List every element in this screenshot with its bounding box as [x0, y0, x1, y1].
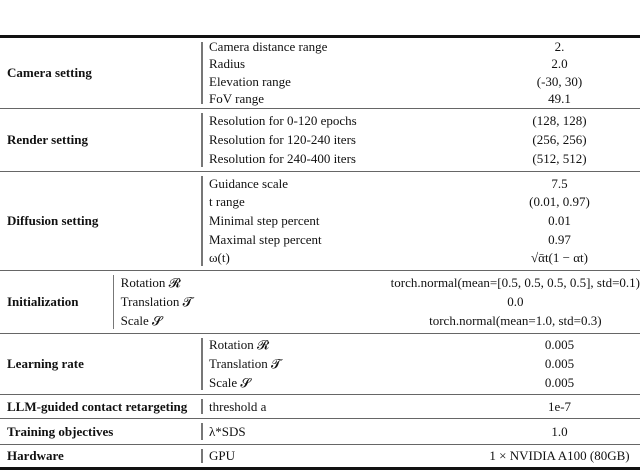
table-group: [0, 333, 640, 394]
parameter-name: t range: [209, 194, 245, 210]
bottom-rule: [0, 467, 640, 470]
parameter-value: (-30, 30): [536, 73, 583, 89]
group-label: Training objectives: [7, 423, 114, 439]
parameter-name: λ*SDS: [209, 423, 246, 439]
group-label: LLM-guided contact retargeting: [7, 398, 188, 414]
parameter-value: √ᾱt(1 − αt): [531, 250, 588, 266]
table-row: [201, 447, 640, 466]
table-row: [201, 112, 640, 131]
table-row: [201, 73, 640, 91]
group-label: Render setting: [7, 132, 89, 147]
table-row: [201, 91, 640, 109]
group-rows: [201, 334, 640, 394]
parameter-name: Resolution for 0-120 epochs: [209, 113, 357, 129]
parameter-name: Radius: [209, 56, 246, 72]
parameter-value: 0.97: [548, 231, 571, 247]
parameter-name: GPU: [209, 448, 236, 463]
parameter-value: 2.0: [551, 56, 568, 72]
table-group: [0, 394, 640, 418]
table-row: [201, 131, 640, 150]
parameter-name: FoV range: [209, 91, 265, 107]
table-row: [201, 193, 640, 212]
table-row: [201, 397, 640, 416]
group-rows: [201, 395, 640, 418]
parameter-name: Rotation 𝓡: [120, 275, 181, 291]
group-label: Initialization: [7, 294, 79, 309]
group-rows: [201, 445, 640, 467]
table-row: [201, 38, 640, 56]
table-row: [113, 311, 640, 330]
table-row: [201, 422, 640, 441]
parameter-name: Minimal step percent: [209, 213, 320, 228]
table-row: [113, 293, 640, 312]
table-row: [201, 355, 640, 374]
table-group: [0, 444, 640, 467]
group-rows: [201, 419, 640, 444]
parameter-value: (0.01, 0.97): [529, 194, 590, 210]
table-row: [201, 212, 640, 231]
group-rows: [201, 172, 640, 270]
table-row: [201, 230, 640, 249]
group-label: Diffusion setting: [7, 213, 99, 228]
table-row: [201, 373, 640, 392]
group-label: Learning rate: [7, 356, 84, 371]
group-rows: [113, 271, 640, 333]
parameter-value: 7.5: [551, 175, 568, 191]
parameter-value: (256, 256): [532, 132, 587, 147]
table-group: [0, 270, 640, 333]
table-row: [201, 149, 640, 168]
table-row: [201, 56, 640, 74]
parameter-name: Scale 𝓢: [209, 374, 251, 390]
parameter-value: 1.0: [551, 423, 568, 439]
group-label: Hardware: [7, 448, 64, 463]
group-label: Camera setting: [7, 65, 92, 80]
table-row: [201, 249, 640, 268]
table-group: [0, 418, 640, 444]
parameter-value: 1 × NVIDIA A100 (80GB): [489, 448, 630, 463]
parameter-name: Maximal step percent: [209, 231, 322, 247]
parameter-value: 0.005: [544, 374, 575, 390]
table-row: [201, 175, 640, 194]
parameter-name: Resolution for 240-400 iters: [209, 150, 356, 166]
parameter-name: Resolution for 120-240 iters: [209, 132, 356, 147]
parameter-value: 49.1: [548, 91, 571, 107]
parameter-name: Translation 𝓣: [209, 356, 281, 371]
parameter-value: 0.005: [544, 337, 575, 353]
parameter-value: torch.normal(mean=[0.5, 0.5, 0.5, 0.5], std=0.1): [390, 275, 640, 291]
parameter-name: Rotation 𝓡: [209, 337, 270, 353]
parameter-name: Elevation range: [209, 73, 291, 89]
parameter-value: 0.0: [507, 294, 524, 309]
parameter-value: (512, 512): [532, 150, 587, 166]
parameter-value: torch.normal(mean=1.0, std=0.3): [429, 312, 602, 328]
parameter-value: (128, 128): [532, 113, 587, 129]
table-group: [0, 171, 640, 270]
parameter-value: 2.: [554, 38, 565, 54]
table-group: [0, 38, 640, 108]
parameter-name: Camera distance range: [209, 38, 328, 54]
parameter-value: 1e-7: [547, 398, 572, 414]
parameter-name: threshold a: [209, 398, 267, 414]
parameter-name: ω(t): [209, 250, 230, 266]
table-row: [201, 336, 640, 355]
parameter-value: 0.01: [548, 213, 571, 228]
group-rows: [201, 38, 640, 108]
group-rows: [201, 109, 640, 171]
table-group: [0, 108, 640, 171]
parameter-value: 0.005: [544, 356, 575, 371]
table-row: [113, 274, 640, 293]
parameter-name: Translation 𝓣: [120, 294, 193, 309]
parameter-name: Guidance scale: [209, 175, 289, 191]
hyperparameter-table: [0, 38, 640, 467]
parameter-name: Scale 𝓢: [120, 312, 163, 328]
